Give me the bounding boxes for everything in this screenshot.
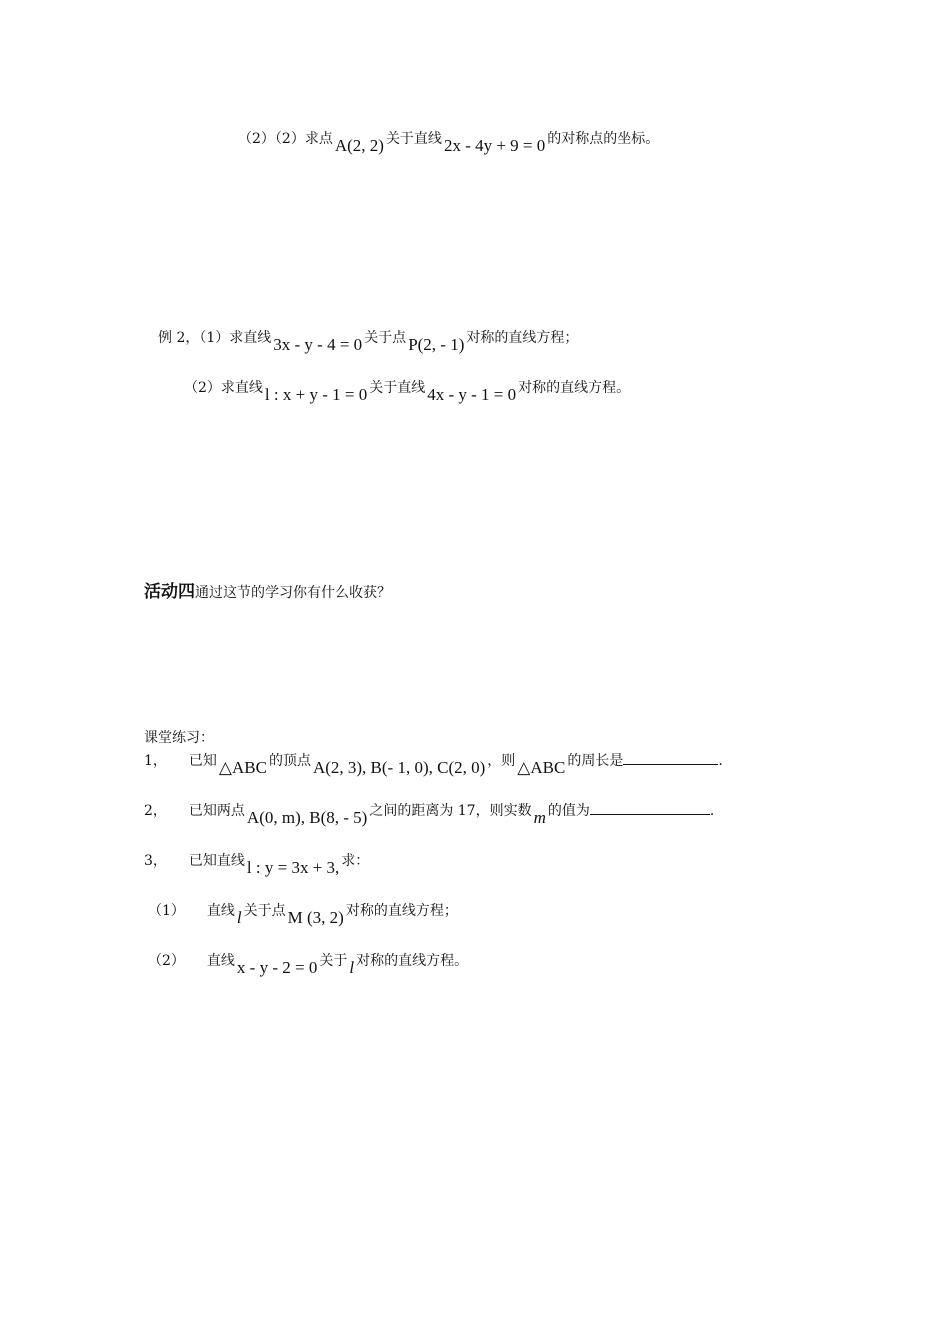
answer-blank <box>623 750 718 765</box>
line-equation-2: 4x - y - 1 = 0 <box>427 385 517 404</box>
practice-3-part-1 <box>148 900 458 927</box>
line-l-equation: l : x + y - 1 = 0 <box>264 385 368 404</box>
text-mid: 的顶点 <box>268 753 311 769</box>
problem-label: （2）（2）求点 <box>238 131 333 147</box>
text-mid: 关于 <box>319 953 348 969</box>
point-p: P(2, - 1) <box>408 335 465 354</box>
line-equation: 2x - 4y + 9 = 0 <box>443 136 546 155</box>
activity-heading: 活动四 <box>144 582 195 602</box>
text-mid: 之间的距离为 17，则实数 <box>369 803 532 819</box>
text-tail: 的周长是 <box>567 753 624 769</box>
line-l-equation: l : y = 3x + 3, <box>246 858 340 877</box>
text-tail: 的对称点的坐标。 <box>547 131 660 147</box>
practice-label: 已知直线 <box>188 853 245 869</box>
text-end: . <box>718 753 723 769</box>
triangle-abc: △ABC <box>218 758 267 777</box>
points-ab: A(0, m), B(8, - 5) <box>246 808 368 827</box>
text-tail: 的值为 <box>547 803 590 819</box>
text-mid: 关于点 <box>243 903 286 919</box>
text-tail: 求： <box>341 853 370 869</box>
text-tail: 对称的直线方程； <box>345 903 458 919</box>
text-tail: 对称的直线方程； <box>466 330 579 346</box>
problem-1-part-2 <box>238 128 660 155</box>
practice-3 <box>144 850 370 877</box>
text-mid-2: ，则 <box>487 753 516 769</box>
practice-number: 3， <box>144 853 167 869</box>
point-a: A(2, 2) <box>334 136 384 155</box>
practice-1 <box>144 750 723 777</box>
point-m: M (3, 2) <box>287 908 344 927</box>
practice-number: 1， <box>144 753 167 769</box>
practice-title: 课堂练习： <box>144 730 214 746</box>
activity-4 <box>144 577 391 602</box>
text-mid: 关于直线 <box>369 380 426 396</box>
sub-number: （1） <box>148 903 185 919</box>
variable-l: l <box>236 908 242 927</box>
practice-2 <box>144 800 715 827</box>
text-mid: 关于点 <box>364 330 407 346</box>
variable-l: l <box>349 958 355 977</box>
example-2-part-1 <box>158 327 579 354</box>
line-equation: 3x - y - 4 = 0 <box>273 335 363 354</box>
text-mid: 关于直线 <box>385 131 442 147</box>
answer-blank <box>590 800 710 815</box>
example-2-part-2 <box>184 377 631 404</box>
practice-number: 2， <box>144 803 167 819</box>
activity-text: 通过这节的学习你有什么收获？ <box>195 585 391 601</box>
text-end: . <box>709 803 715 819</box>
vertex-points: A(2, 3), B(- 1, 0), C(2, 0) <box>312 758 486 777</box>
variable-m: m <box>533 808 546 827</box>
practice-label: 已知两点 <box>188 803 245 819</box>
sub-label: 直线 <box>206 953 235 969</box>
text-tail: 对称的直线方程。 <box>518 380 631 396</box>
line-equation: x - y - 2 = 0 <box>236 958 318 977</box>
text-tail: 对称的直线方程。 <box>356 953 469 969</box>
example-label: 例 2，（1）求直线 <box>158 330 272 346</box>
example-label: （2）求直线 <box>184 380 263 396</box>
practice-label: 已知 <box>188 753 217 769</box>
sub-number: （2） <box>148 953 185 969</box>
triangle-abc-2: △ABC <box>517 758 566 777</box>
sub-label: 直线 <box>206 903 235 919</box>
practice-3-part-2 <box>148 950 469 977</box>
